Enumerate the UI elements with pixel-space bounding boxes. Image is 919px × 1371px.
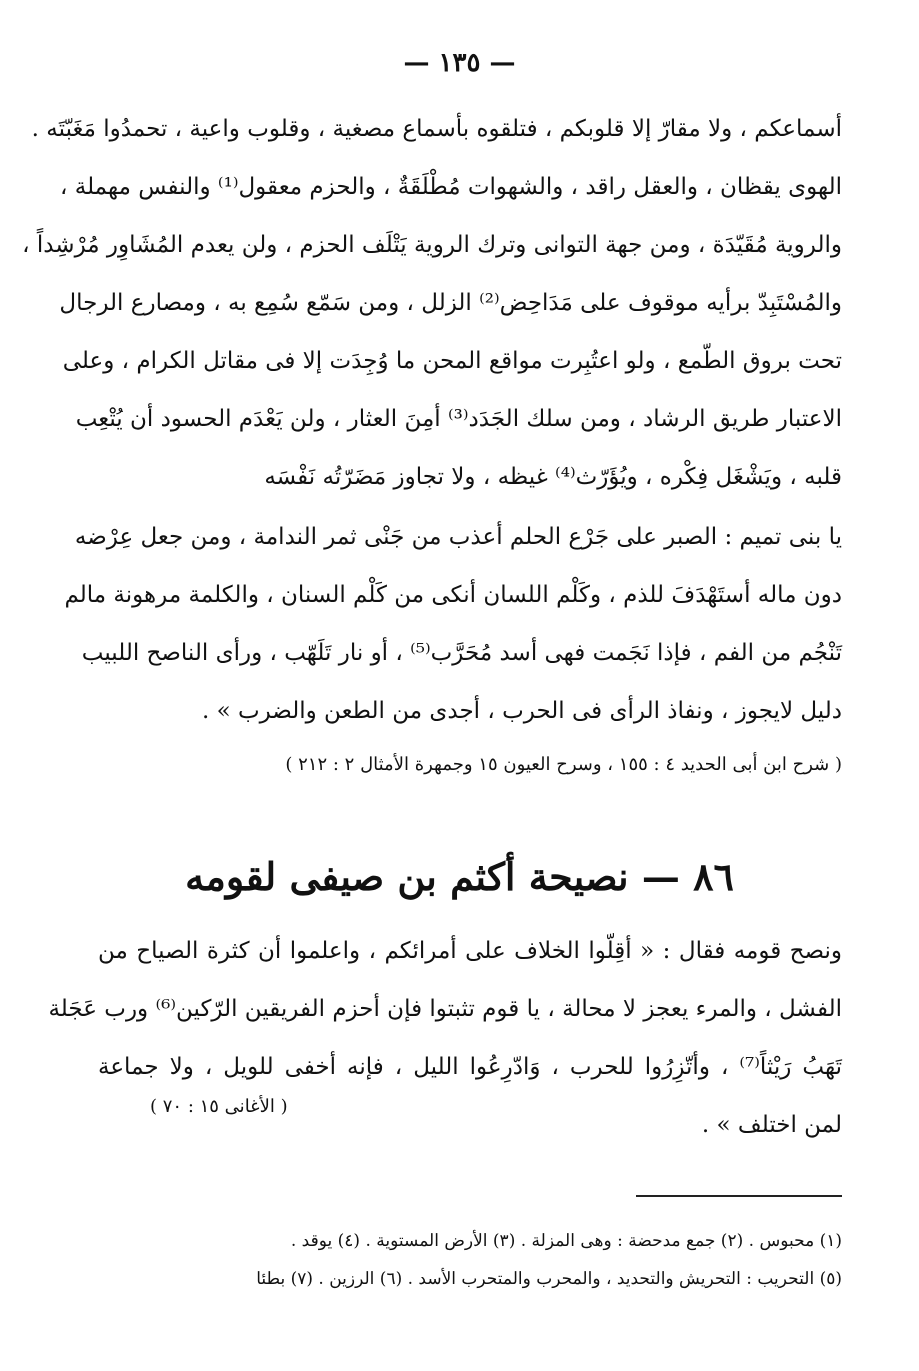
text-line: تَنْجُم من الفم ، فإذا نَجَمت فهى أسد مُحَرَّب⁽⁵⁾ ، أو نار تَلَهّب ، ورأى الناصح اللبيب <box>81 640 842 666</box>
text-line: والروية مُقَيّدَة ، ومن جهة التوانى وترك الروية يَتْلَف الحزم ، ولن يعدم المُشَاوِر مُرْشِداً ، <box>22 232 842 258</box>
footnote-line: (٥) التحريب : التحريش والتحديد ، والمحرب والمتحرب الأسد . (٦) الرزين . (٧) بطئا <box>256 1269 842 1289</box>
text-line: دون ماله أستَهْدَفَ للذم ، وكَلْم اللسان أنكى من كَلْم السنان ، والكلمة مرهونة مالم <box>64 582 842 608</box>
text-line: دليل لايجوز ، ونفاذ الرأى فى الحرب ، أجدى من الطعن والضرب » . <box>201 698 842 724</box>
text-line: الاعتبار طريق الرشاد ، ومن سلك الجَدَد⁽³⁾ أمِنَ العثار ، ولن يَعْدَم الحسود أن يُتْعِب <box>75 406 842 432</box>
page-number: — ١٣٥ — <box>403 48 516 78</box>
text-line: قلبه ، ويَشْغَل فِكْره ، ويُؤَرّث⁽⁴⁾ غيظه ، ولا تجاوز مَضَرّتُه نَفْسَه <box>264 464 842 490</box>
footnote-line: (١) محبوس . (٢) جمع مدحضة : وهى المزلة . (٣) الأرض المستوية . (٤) يوقد . <box>290 1231 842 1251</box>
text-line: ونصح قومه فقال : « أقِلّوا الخلاف على أمرائكم ، واعلموا أن كثرة الصياح من <box>98 938 842 964</box>
paragraph-1 <box>22 100 842 506</box>
text-line: أسماعكم ، ولا مقارّ إلا قلوبكم ، فتلقوه بأسماع مصغية ، وقلوب واعية ، تحمدُوا مَغَبّتَه . <box>31 116 842 142</box>
section-heading: ٨٦ — نصيحة أكثم بن صيفى لقومه <box>185 854 734 899</box>
text-line: تَهَبُ رَيْثاً⁽⁷⁾ ، وأتّزِرُوا للحرب ، وَادّرِعُوا الليل ، فإنه أخفى للويل ، ولا جماعة <box>98 1054 842 1080</box>
source-citation: ( الأغانى ١٥ : ٧٠ ) <box>150 1096 288 1117</box>
text-line: الهوى يقظان ، والعقل راقد ، والشهوات مُطْلَقَةٌ ، والحزم معقول⁽¹⁾ والنفس مهملة ، <box>60 174 842 200</box>
text-line: الفشل ، والمرء يعجز لا محالة ، يا قوم تثبتوا فإن أحزم الفريقين الرّكين⁽⁶⁾ ورب عَجَلة <box>48 996 842 1022</box>
text-line: لمن اختلف » . <box>701 1112 842 1138</box>
footnote-divider <box>636 1195 842 1197</box>
source-citation: ( شرح ابن أبى الحديد ٤ : ١٥٥ ، وسرح العيون ١٥ وجمهرة الأمثال ٢ : ٢١٢ ) <box>285 754 842 775</box>
paragraph-2 <box>64 508 842 740</box>
text-line: تحت بروق الطّمع ، ولو اعتُبِرت مواقع المحن ما وُجِدَت إلا فى مقاتل الكرام ، وعلى <box>62 348 842 374</box>
text-line: والمُسْتَبِدّ برأيه موقوف على مَدَاحِض⁽²⁾ الزلل ، ومن سَمّع سُمِع به ، ومصارع الرجال <box>59 290 842 316</box>
text-line: يا بنى تميم : الصبر على جَرْع الحلم أعذب من جَنْى ثمر الندامة ، ومن جعل عِرْضه <box>74 524 842 550</box>
footnotes <box>98 1222 842 1298</box>
